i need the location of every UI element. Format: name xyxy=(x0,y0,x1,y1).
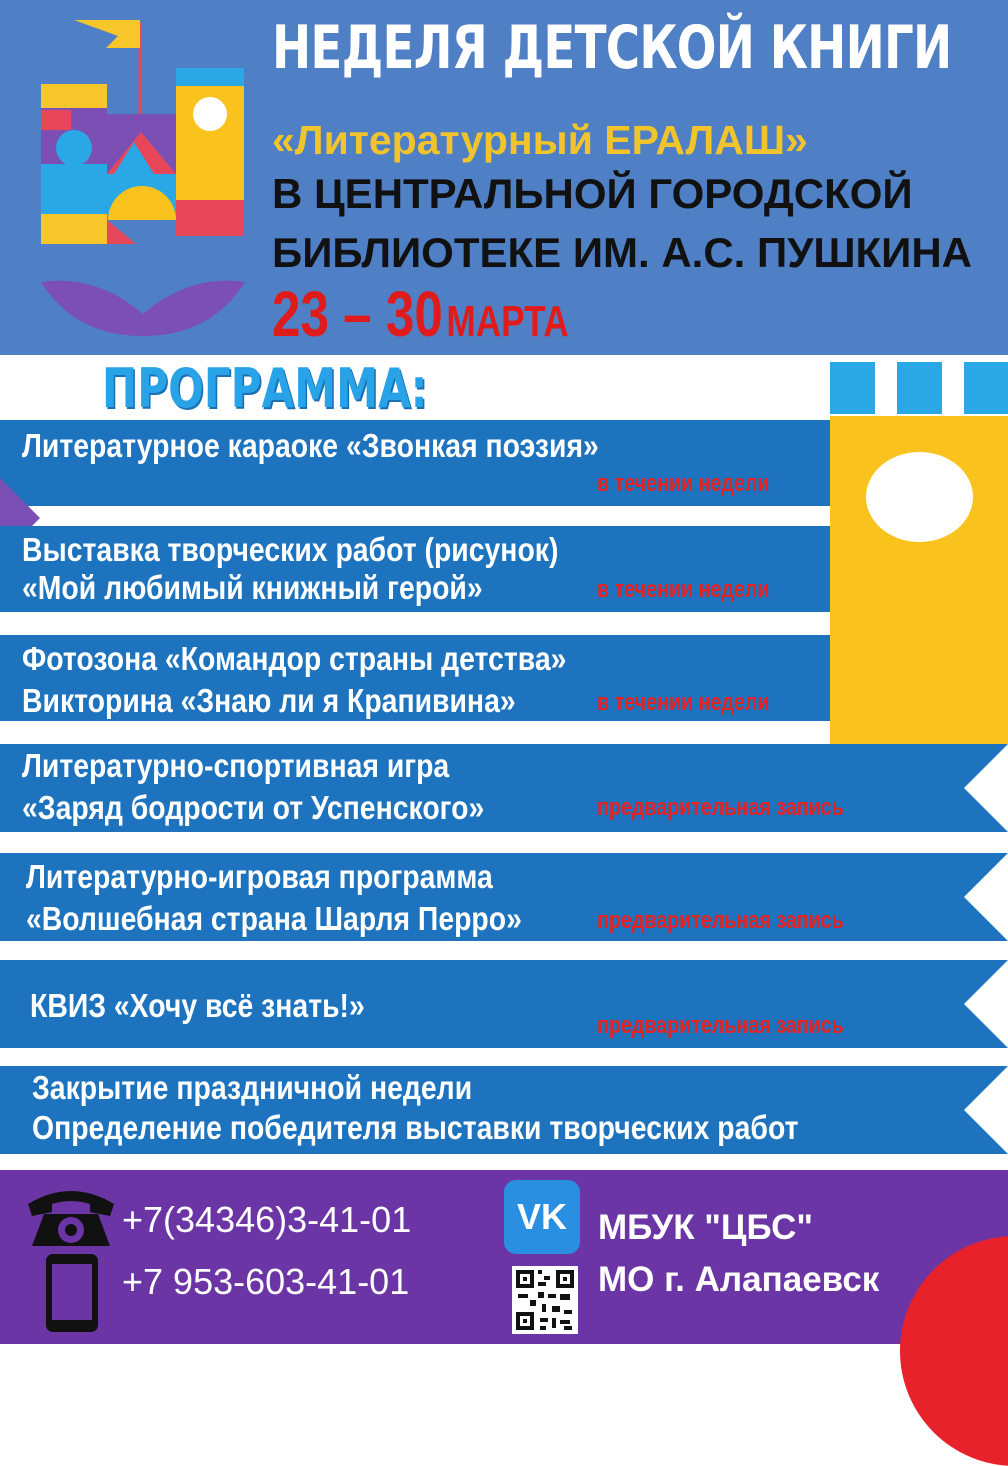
program-item xyxy=(0,635,830,721)
program-item xyxy=(0,420,830,506)
program-item xyxy=(0,853,1008,941)
decor-square xyxy=(897,362,942,414)
program-item-title: КВИЗ «Хочу всё знать!» xyxy=(30,987,365,1024)
date-range: 23 – 30 xyxy=(272,278,443,350)
program-item-title: Закрытие праздничной недели xyxy=(32,1069,473,1106)
program-item-subtitle: «Заряд бодрости от Успенского» xyxy=(22,789,485,826)
program-item xyxy=(0,526,830,612)
program-item-subtitle: Викторина «Знаю ли я Крапивина» xyxy=(22,682,516,719)
decor-square xyxy=(830,362,875,414)
program-item-title: Литературно-игровая программа xyxy=(26,858,493,895)
event-dates xyxy=(272,278,569,350)
telephone-icon xyxy=(24,1184,118,1250)
phone-number-mobile[interactable]: +7 953-603-41-01 xyxy=(122,1261,410,1302)
program-item-title: Литературно-спортивная игра xyxy=(22,747,450,784)
program-item-note: предварительная запись xyxy=(597,794,844,821)
header-banner xyxy=(0,0,1008,355)
event-title: НЕДЕЛЯ ДЕТСКОЙ КНИГИ xyxy=(272,13,952,83)
program-item-subtitle: Определение победителя выставки творческих работ xyxy=(32,1109,799,1146)
program-item-subtitle: «Мой любимый книжный герой» xyxy=(22,569,483,606)
decor-white-circle xyxy=(866,452,973,542)
notch-decor xyxy=(964,960,1008,1048)
event-subtitle: «Литературный ЕРАЛАШ» xyxy=(272,117,808,163)
vk-logo-icon[interactable]: VK xyxy=(504,1180,580,1254)
decor-square xyxy=(964,362,1008,414)
date-month: МАРТА xyxy=(446,297,569,346)
phone-number-landline[interactable]: +7(34346)3-41-01 xyxy=(122,1199,412,1240)
program-item-note: в течении недели xyxy=(597,470,770,497)
program-item-subtitle: «Волшебная страна Шарля Перро» xyxy=(26,900,522,937)
organization-name: МБУК "ЦБС" xyxy=(598,1208,814,1247)
program-item xyxy=(0,1066,1008,1154)
program-item-note: предварительная запись xyxy=(597,1012,844,1039)
mobile-phone-icon xyxy=(44,1252,100,1334)
program-item-note: в течении недели xyxy=(597,689,770,716)
venue-line-1: В ЦЕНТРАЛЬНОЙ ГОРОДСКОЙ xyxy=(272,170,913,217)
program-item-title: Выставка творческих работ (рисунок) xyxy=(22,531,559,568)
program-item xyxy=(0,960,1008,1048)
program-item xyxy=(0,744,1008,832)
program-item-note: в течении недели xyxy=(597,576,770,603)
notch-decor xyxy=(964,744,1008,832)
program-item-title: Литературное караоке «Звонкая поэзия» xyxy=(22,427,599,464)
program-item-note: предварительная запись xyxy=(597,907,844,934)
program-item-title: Фотозона «Командор страны детства» xyxy=(22,640,567,677)
notch-decor xyxy=(964,853,1008,941)
qr-code-icon[interactable] xyxy=(512,1266,578,1334)
notch-decor xyxy=(964,1066,1008,1154)
contacts-footer xyxy=(0,1170,1008,1344)
decor-red-circle xyxy=(900,1236,1008,1466)
program-title: ПРОГРАММА: xyxy=(102,357,428,420)
venue-line-2: БИБЛИОТЕКЕ ИМ. А.С. ПУШКИНА xyxy=(272,229,973,276)
organization-location: МО г. Алапаевск xyxy=(598,1260,880,1299)
book-castle-logo xyxy=(36,14,250,344)
